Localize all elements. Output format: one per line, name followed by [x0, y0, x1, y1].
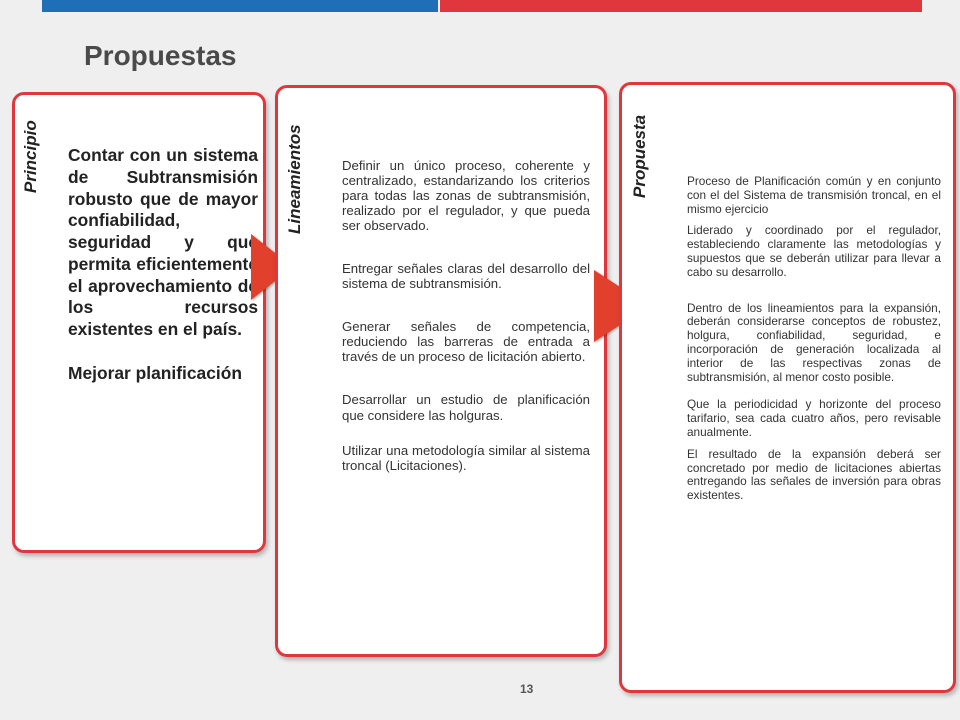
panel-label-principio: Principio: [21, 120, 40, 193]
list-item: Que la periodicidad y horizonte del proceso tarifario, sea cada cuatro años, pero revisable anualmente.: [687, 397, 941, 439]
list-item: Definir un único proceso, coherente y centralizado, estandarizando los criterios para todas las zonas de subtransmisión, realizado por el regulador, y que pueda ser observado.: [342, 158, 590, 234]
list-item: Utilizar una metodología similar al sistema troncal (Licitaciones).: [342, 442, 590, 473]
lineamientos-list: [342, 158, 590, 501]
page-title: Propuestas: [84, 40, 237, 71]
top-bar-blue: [42, 0, 438, 12]
list-item: Liderado y coordinado por el regulador, estableciendo claramente las metodologías y supuestos que se deberán utilizar para llevar a cabo su desarrollo.: [687, 223, 941, 279]
principle-text: [68, 145, 258, 385]
panel-label-propuesta: Propuesta: [630, 114, 649, 198]
panel-principio: [12, 92, 266, 553]
list-item: Dentro de los lineamientos para la expansión, deberán considerarse conceptos de robustez, holgura, confiabilidad, seguridad, e incorporación de generación localizada al interior de las respectivas zonas de subtransmisión, al menor costo posible.: [687, 300, 941, 384]
principle-paragraph: Mejorar planificación: [68, 362, 242, 383]
panel-propuesta: [619, 82, 956, 693]
propuesta-list: [687, 175, 941, 511]
panel-lineamientos: [275, 85, 607, 657]
page-number: 13: [520, 682, 534, 696]
panel-label-lineamientos: Lineamientos: [285, 124, 304, 234]
list-item: El resultado de la expansión deberá ser concretado por medio de licitaciones abiertas entregando las señales de inversión para obras existentes.: [687, 446, 941, 503]
top-bar-red: [440, 0, 922, 12]
list-item: Desarrollar un estudio de planificación que considere las holguras.: [342, 392, 590, 423]
list-item: Entregar señales claras del desarrollo del sistema de subtransmisión.: [342, 261, 590, 292]
list-item: Generar señales de competencia, reduciendo las barreras de entrada a través de un proceso de licitación abierto.: [342, 319, 590, 365]
list-item: Proceso de Planificación común y en conjunto con el del Sistema de transmisión troncal, en el mismo ejercicio: [687, 174, 941, 216]
principle-paragraph: Contar con un sistema de Subtransmisión robusto que de mayor confiabilidad, seguridad y que permita eficientemente el aprovechamiento de los recursos existentes en el país.: [68, 145, 258, 339]
